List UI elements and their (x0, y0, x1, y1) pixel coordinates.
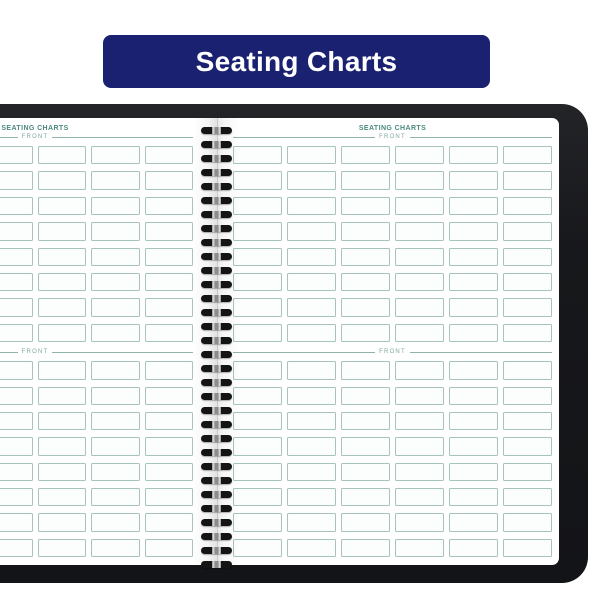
seat-box (503, 273, 552, 291)
seat-box (38, 361, 87, 379)
seat-box (145, 463, 194, 481)
spiral-binding (193, 118, 239, 565)
seat-box (449, 248, 498, 266)
spiral-coil (201, 365, 232, 372)
seat-box (145, 197, 194, 215)
seat-box (38, 387, 87, 405)
seat-box (287, 146, 336, 164)
seat-box (341, 437, 390, 455)
seat-box (145, 222, 194, 240)
spiral-coil (201, 197, 232, 204)
seat-box (91, 171, 140, 189)
seat-box (449, 146, 498, 164)
seat-box (38, 437, 87, 455)
seat-box (38, 539, 87, 557)
right-page (228, 118, 559, 565)
seat-box (395, 298, 444, 316)
seat-box (233, 463, 282, 481)
seat-box (341, 539, 390, 557)
seat-box (38, 273, 87, 291)
front-divider (0, 349, 193, 356)
seat-box (341, 171, 390, 189)
seat-box (503, 197, 552, 215)
spiral-coil (201, 309, 232, 316)
spiral-coil (201, 225, 232, 232)
seat-box (38, 513, 87, 531)
seat-box (395, 222, 444, 240)
seat-box (395, 361, 444, 379)
front-divider (0, 134, 193, 141)
seat-box (233, 146, 282, 164)
spiral-coil (201, 379, 232, 386)
seat-box (91, 146, 140, 164)
seat-box (0, 273, 33, 291)
spiral-coil (201, 477, 232, 484)
seat-box (395, 412, 444, 430)
seat-box (233, 171, 282, 189)
spiral-coil (201, 183, 232, 190)
seat-box (0, 387, 33, 405)
spiral-coil (201, 351, 232, 358)
seat-box (449, 222, 498, 240)
spiral-coil (201, 337, 232, 344)
seat-box (395, 324, 444, 342)
spiral-coil (201, 169, 232, 176)
seat-box (503, 539, 552, 557)
seat-box (503, 513, 552, 531)
seat-box (91, 273, 140, 291)
seat-box (233, 248, 282, 266)
seat-box (287, 248, 336, 266)
seat-box (341, 513, 390, 531)
seat-box (341, 222, 390, 240)
spiral-coil (201, 449, 232, 456)
spiral-coil (201, 127, 232, 134)
seat-box (449, 197, 498, 215)
seat-box (0, 146, 33, 164)
spiral-coil (201, 253, 232, 260)
seat-box (233, 361, 282, 379)
seat-box (0, 361, 33, 379)
seat-box (395, 387, 444, 405)
seat-box (0, 171, 33, 189)
seat-box (449, 361, 498, 379)
seat-box (91, 437, 140, 455)
seat-box (38, 197, 87, 215)
spiral-coil (201, 323, 232, 330)
seat-box (503, 361, 552, 379)
seat-box (91, 361, 140, 379)
seat-box (449, 412, 498, 430)
seat-box (395, 539, 444, 557)
seat-box (233, 387, 282, 405)
spiral-coil (201, 155, 232, 162)
seat-box (287, 513, 336, 531)
spiral-coil (201, 295, 232, 302)
spiral-coil (201, 505, 232, 512)
seat-box (449, 437, 498, 455)
seat-box (449, 171, 498, 189)
seat-box (503, 488, 552, 506)
spiral-coil (201, 281, 232, 288)
seat-box (91, 197, 140, 215)
seat-box (145, 146, 194, 164)
banner-label: Seating Charts (195, 45, 398, 77)
seat-box (341, 273, 390, 291)
seat-box (145, 539, 194, 557)
seat-box (287, 324, 336, 342)
seat-box (449, 539, 498, 557)
notebook-pages (0, 118, 559, 565)
seat-box (503, 412, 552, 430)
seat-box (503, 248, 552, 266)
front-divider (233, 134, 552, 141)
seat-box (449, 324, 498, 342)
seat-box (395, 248, 444, 266)
seat-box (503, 387, 552, 405)
seat-box (233, 539, 282, 557)
seat-box (145, 412, 194, 430)
spiral-coil (201, 407, 232, 414)
seat-box (0, 488, 33, 506)
seat-box (38, 146, 87, 164)
seat-box (145, 273, 194, 291)
seat-box (145, 324, 194, 342)
spiral-coil (201, 393, 232, 400)
seat-box (38, 171, 87, 189)
seat-box (503, 437, 552, 455)
seat-box (503, 171, 552, 189)
spiral-coil (201, 267, 232, 274)
seat-box (341, 463, 390, 481)
seat-box (449, 298, 498, 316)
seat-box (449, 513, 498, 531)
seat-box (0, 197, 33, 215)
front-label: FRONT (21, 349, 49, 356)
seat-box (233, 437, 282, 455)
seat-box (233, 298, 282, 316)
spiral-coil (201, 435, 232, 442)
seat-box (341, 412, 390, 430)
seat-box (341, 361, 390, 379)
seat-box (38, 488, 87, 506)
seat-box (0, 222, 33, 240)
seat-box (341, 324, 390, 342)
seat-box (395, 488, 444, 506)
seating-grid (0, 146, 193, 342)
title-banner (103, 35, 490, 88)
seat-box (0, 248, 33, 266)
seat-box (395, 463, 444, 481)
seat-box (38, 324, 87, 342)
seat-box (449, 387, 498, 405)
seat-box (233, 324, 282, 342)
seat-box (287, 488, 336, 506)
seat-box (0, 463, 33, 481)
seat-box (287, 412, 336, 430)
seat-box (503, 222, 552, 240)
seat-box (287, 171, 336, 189)
seat-box (287, 273, 336, 291)
seat-box (145, 437, 194, 455)
seating-grid (0, 361, 193, 557)
seat-box (287, 387, 336, 405)
seat-box (0, 437, 33, 455)
page-title: SEATING CHARTS (1, 125, 69, 132)
spiral-coil (201, 141, 232, 148)
seat-box (0, 513, 33, 531)
seat-box (503, 324, 552, 342)
seat-box (287, 222, 336, 240)
seat-box (233, 513, 282, 531)
spiral-coil (201, 239, 232, 246)
seat-box (395, 437, 444, 455)
seat-box (287, 197, 336, 215)
seat-box (38, 222, 87, 240)
seat-box (395, 146, 444, 164)
seat-box (341, 248, 390, 266)
spiral-coil (201, 519, 232, 526)
seat-box (341, 146, 390, 164)
seating-grid (233, 146, 552, 342)
seat-box (503, 146, 552, 164)
seat-box (233, 412, 282, 430)
seat-box (145, 488, 194, 506)
front-label: FRONT (379, 134, 406, 140)
spiral-coil (201, 421, 232, 428)
seat-box (145, 361, 194, 379)
seat-box (38, 412, 87, 430)
spiral-coil (201, 561, 232, 568)
left-page (0, 118, 200, 565)
page-title: SEATING CHARTS (358, 125, 427, 132)
seat-box (233, 488, 282, 506)
seat-box (91, 248, 140, 266)
seat-box (91, 387, 140, 405)
seat-box (395, 197, 444, 215)
seat-box (38, 298, 87, 316)
front-label: FRONT (379, 349, 406, 356)
seat-box (91, 298, 140, 316)
seat-box (145, 248, 194, 266)
seat-box (91, 539, 140, 557)
seat-box (341, 387, 390, 405)
spiral-coil (201, 491, 232, 498)
spiral-coil (201, 547, 232, 554)
spiral-coil (201, 463, 232, 470)
seat-box (145, 171, 194, 189)
seat-box (91, 463, 140, 481)
seat-box (91, 488, 140, 506)
seat-box (287, 298, 336, 316)
front-label: FRONT (21, 134, 49, 140)
seat-box (0, 298, 33, 316)
seat-box (449, 463, 498, 481)
seat-box (449, 488, 498, 506)
seat-box (503, 463, 552, 481)
seat-box (145, 387, 194, 405)
seat-box (449, 273, 498, 291)
seat-box (38, 248, 87, 266)
seat-box (233, 197, 282, 215)
seat-box (287, 539, 336, 557)
seat-box (91, 222, 140, 240)
seat-box (145, 298, 194, 316)
seat-box (38, 463, 87, 481)
seat-box (0, 539, 33, 557)
spiral-coil (201, 211, 232, 218)
seat-box (0, 412, 33, 430)
seat-box (287, 463, 336, 481)
seat-box (91, 324, 140, 342)
seat-box (287, 437, 336, 455)
seat-box (145, 513, 194, 531)
seat-box (395, 171, 444, 189)
front-divider (233, 349, 552, 356)
seat-box (233, 222, 282, 240)
seat-box (341, 298, 390, 316)
seat-box (91, 412, 140, 430)
seat-box (503, 298, 552, 316)
seat-box (395, 273, 444, 291)
seat-box (395, 513, 444, 531)
seat-box (91, 513, 140, 531)
seat-box (341, 488, 390, 506)
seat-box (0, 324, 33, 342)
seat-box (233, 273, 282, 291)
spiral-coil (201, 533, 232, 540)
seating-grid (233, 361, 552, 557)
seat-box (341, 197, 390, 215)
seat-box (287, 361, 336, 379)
